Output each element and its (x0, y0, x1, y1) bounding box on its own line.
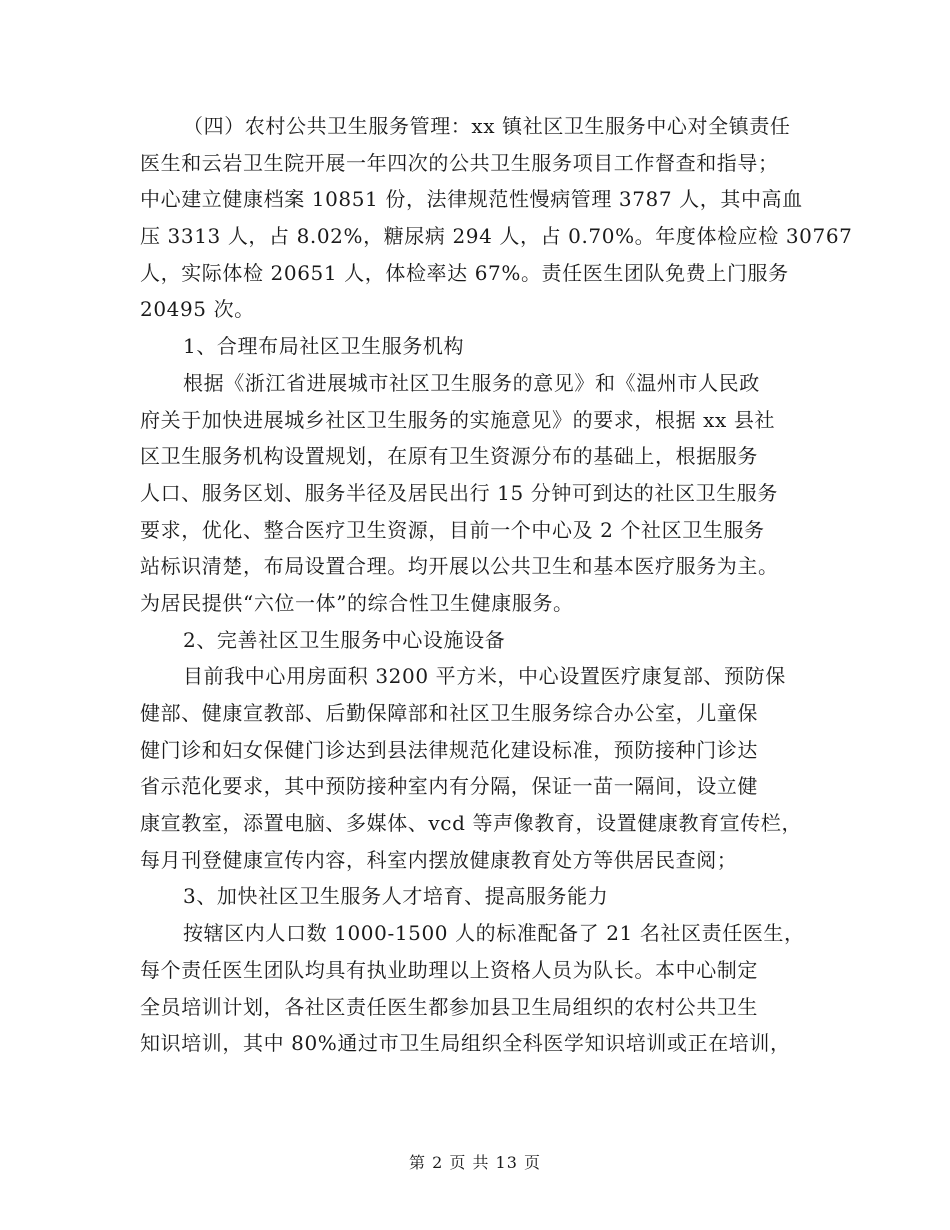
paragraph-line: 每个责任医生团队均具有执业助理以上资格人员为队长。本中心制定 (140, 957, 758, 982)
paragraph-line: 区卫生服务机构设置规划，在原有卫生资源分布的基础上，根据服务 (140, 444, 758, 469)
section-heading: 2、完善社区卫生服务中心设施设备 (183, 627, 506, 652)
paragraph-line: 府关于加快进展城乡社区卫生服务的实施意见》的要求，根据 xx 县社 (140, 407, 776, 432)
paragraph-line: 健部、健康宣教部、后勤保障部和社区卫生服务综合办公室，儿童保 (140, 701, 758, 725)
paragraph-line: 站标识清楚，布局设置合理。均开展以公共卫生和基本医疗服务为主。 (140, 554, 779, 579)
paragraph-line: 健门诊和妇女保健门诊达到县法律规范化建设标准，预防接种门诊达 (140, 737, 758, 762)
paragraph-line: （四）农村公共卫生服务管理：xx 镇社区卫生服务中心对全镇责任 (183, 114, 791, 138)
paragraph-line: 根据《浙江省进展城市社区卫生服务的意见》和《温州市人民政 (183, 370, 760, 395)
paragraph-line: 人口、服务区划、服务半径及居民出行 15 分钟可到达的社区卫生服务 (140, 480, 778, 505)
paragraph-line: 康宣教室，添置电脑、多媒体、vcd 等声像教育，设置健康教育宣传栏， (140, 811, 803, 836)
paragraph-line: 全员培训计划，各社区责任医生都参加县卫生局组织的农村公共卫生 (140, 994, 758, 1019)
paragraph-line: 每月刊登健康宣传内容，科室内摆放健康教育处方等供居民查阅； (140, 847, 738, 872)
section-heading: 1、合理布局社区卫生服务机构 (183, 334, 465, 359)
page-number: 第 2 页 共 13 页 (409, 1153, 541, 1172)
paragraph-line: 中心建立健康档案 10851 份，法律规范性慢病管理 3787 人，其中高血 (140, 187, 803, 212)
paragraph-line: 20495 次。 (140, 297, 255, 322)
paragraph-line: 省示范化要求，其中预防接种室内有分隔，保证一苗一隔间，设立健 (140, 774, 758, 799)
page-footer (0, 1150, 950, 1173)
section-heading: 3、加快社区卫生服务人才培育、提高服务能力 (183, 884, 609, 909)
paragraph-line: 人，实际体检 20651 人，体检率达 67%。责任医生团队免费上门服务 (140, 260, 789, 285)
paragraph-line: 要求，优化、整合医疗卫生资源，目前一个中心及 2 个社区卫生服务 (140, 517, 765, 542)
paragraph-line: 为居民提供“六位一体”的综合性卫生健康服务。 (140, 590, 574, 615)
paragraph-line: 压 3313 人，占 8.02%，糖尿病 294 人，占 0.70%。年度体检应检 30767 (140, 224, 853, 249)
document-body (140, 108, 853, 1062)
paragraph-line: 目前我中心用房面积 3200 平方米，中心设置医疗康复部、预防保 (183, 664, 786, 689)
paragraph-line: 医生和云岩卫生院开展一年四次的公共卫生服务项目工作督查和指导； (140, 150, 779, 175)
paragraph-line: 按辖区内人口数 1000-1500 人的标准配备了 21 名社区责任医生， (183, 921, 805, 946)
paragraph-line: 知识培训，其中 80%通过市卫生局组织全科医学知识培训或正在培训， (140, 1031, 791, 1056)
